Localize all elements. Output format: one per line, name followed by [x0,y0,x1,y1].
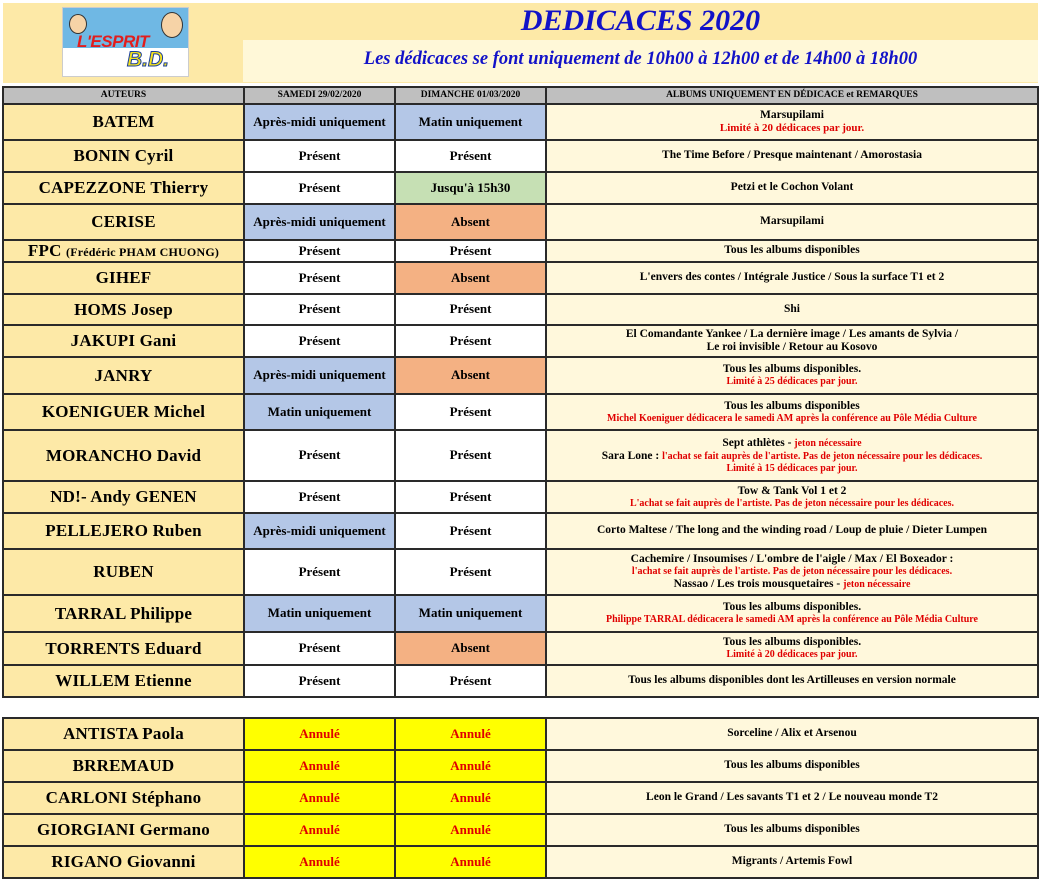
table-row [3,846,1038,878]
remark-text-line2: Sara Lone : [601,449,663,462]
remark-cell [546,549,1038,595]
remark-text: Sorceline / Alix et Arsenou [546,718,1038,750]
remark-cell [546,357,1038,394]
remark-text: El Comandante Yankee / La dernière image / Les amants de Sylvia / [625,327,959,340]
remark-text: Tous les albums disponibles [546,240,1038,262]
logo-character-left [69,14,87,34]
col-header-authors: AUTEURS [3,87,244,104]
table-row [3,262,1038,294]
page-subtitle: Les dédicaces se font uniquement de 10h00 à 12h00 et de 14h00 à 18h00 [363,49,918,69]
author-name: RIGANO Giovanni [3,846,244,878]
remark-note: Limité à 25 dédicaces par jour. [726,376,858,388]
saturday-status: Présent [244,481,395,513]
author-name: BRREMAUD [3,750,244,782]
logo-character-right [161,12,183,38]
remark-note: Limité à 20 dédicaces par jour. [719,122,865,135]
logo-text-bd: B.D. [127,48,169,71]
remark-note: l'achat se fait auprès de l'artiste. Pas de jeton nécessaire pour les dédicaces. [631,566,953,578]
sunday-status: Présent [395,240,546,262]
sunday-status: Présent [395,140,546,172]
author-name: ND!- Andy GENEN [3,481,244,513]
author-name: BATEM [3,104,244,140]
sunday-status: Présent [395,513,546,549]
author-name: ANTISTA Paola [3,718,244,750]
author-fullname: (Frédéric PHAM CHUONG) [66,245,220,260]
author-name: JAKUPI Gani [3,325,244,357]
table-row [3,172,1038,204]
author-name: WILLEM Etienne [3,665,244,697]
author-name: BONIN Cyril [3,140,244,172]
remark-text: Tous les albums disponibles [546,750,1038,782]
author-name: TORRENTS Eduard [3,632,244,665]
author-name: GIHEF [3,262,244,294]
remark-note: Philippe TARRAL dédicacera le samedi AM après la conférence au Pôle Média Culture [605,614,978,626]
remark-text: Tous les albums disponibles [724,399,860,412]
remark-text: Tous les albums disponibles. [722,636,862,649]
author-name: MORANCHO David [3,430,244,481]
remark-text: Sept athlètes - [722,436,795,449]
remark-text: Cachemire / Insoumises / L'ombre de l'aigle / Max / El Boxeador : [630,553,954,566]
author-name: HOMS Josep [3,294,244,325]
table-row [3,140,1038,172]
sunday-status: Matin uniquement [395,595,546,632]
sunday-status: Absent [395,204,546,240]
remark-cell [546,430,1038,481]
saturday-status: Présent [244,140,395,172]
saturday-status: Annulé [244,782,395,814]
remark-cell [546,632,1038,665]
remark-cell [546,394,1038,430]
lesprit-bd-logo [62,7,189,77]
table-row [3,325,1038,357]
remark-cell [546,481,1038,513]
table-row [3,104,1038,140]
saturday-status: Annulé [244,846,395,878]
table-row [3,481,1038,513]
table-row [3,294,1038,325]
remark-note: Limité à 15 dédicaces par jour. [726,462,858,474]
sunday-status: Absent [395,632,546,665]
saturday-status: Après-midi uniquement [244,513,395,549]
table-row [3,513,1038,549]
table-header-row [3,87,1038,104]
remark-text: Tous les albums disponibles dont les Artilleuses en version normale [546,665,1038,697]
sunday-status: Absent [395,262,546,294]
sunday-status: Présent [395,665,546,697]
saturday-status: Présent [244,430,395,481]
remark-text: Tous les albums disponibles. [722,363,862,376]
saturday-status: Après-midi uniquement [244,104,395,140]
author-name: JANRY [3,357,244,394]
remark-text-line2: Nassao / Les trois mousquetaires - [673,577,844,590]
remark-text: Corto Maltese / The long and the winding road / Loup de pluie / Dieter Lumpen [546,513,1038,549]
table-row [3,750,1038,782]
remark-text: Tous les albums disponibles. [722,601,862,614]
remark-text: Leon le Grand / Les savants T1 et 2 / Le nouveau monde T2 [546,782,1038,814]
sunday-status: Annulé [395,846,546,878]
sunday-status: Présent [395,549,546,595]
saturday-status: Présent [244,294,395,325]
author-name: GIORGIANI Germano [3,814,244,846]
remark-cell [546,104,1038,140]
remark-note: Michel Koeniguer dédicacera le samedi AM après la conférence au Pôle Média Culture [607,412,977,424]
saturday-status: Matin uniquement [244,394,395,430]
author-name: CARLONI Stéphano [3,782,244,814]
saturday-status: Présent [244,549,395,595]
table-row [3,394,1038,430]
sunday-status: Présent [395,481,546,513]
author-name: PELLEJERO Ruben [3,513,244,549]
table-row [3,782,1038,814]
author-name [3,240,244,262]
cancelled-table [2,717,1039,879]
sunday-status: Annulé [395,782,546,814]
table-row [3,240,1038,262]
author-short: FPC [27,241,62,261]
saturday-status: Présent [244,632,395,665]
remark-text: Petzi et le Cochon Volant [546,172,1038,204]
remark-text: Migrants / Artemis Fowl [546,846,1038,878]
sunday-status: Absent [395,357,546,394]
author-name: CERISE [3,204,244,240]
col-header-sunday: DIMANCHE 01/03/2020 [395,87,546,104]
table-row [3,595,1038,632]
author-name: KOENIGUER Michel [3,394,244,430]
remark-text: Marsupilami [760,109,824,122]
col-header-remarks: ALBUMS UNIQUEMENT EN DÉDICACE et REMARQUES [546,87,1038,104]
sunday-status: Matin uniquement [395,104,546,140]
table-row [3,718,1038,750]
table-row [3,665,1038,697]
remark-note: Limité à 20 dédicaces par jour. [726,649,858,661]
author-name: TARRAL Philippe [3,595,244,632]
remark-text-line2: Le roi invisible / Retour au Kosovo [706,341,878,353]
table-row [3,632,1038,665]
remark-token: jeton nécessaire [843,578,911,590]
saturday-status: Présent [244,665,395,697]
remark-cell [546,325,1038,357]
table-row [3,430,1038,481]
remark-cell [546,595,1038,632]
sunday-status: Présent [395,430,546,481]
saturday-status: Présent [244,240,395,262]
saturday-status: Après-midi uniquement [244,357,395,394]
remark-text: Marsupilami [546,204,1038,240]
saturday-status: Présent [244,325,395,357]
sunday-status: Annulé [395,814,546,846]
saturday-status: Matin uniquement [244,595,395,632]
sunday-status: Présent [395,394,546,430]
table-row [3,357,1038,394]
sunday-status: Jusqu'à 15h30 [395,172,546,204]
remark-text: L'envers des contes / Intégrale Justice / Sous la surface T1 et 2 [546,262,1038,294]
table-row [3,814,1038,846]
sunday-status: Annulé [395,750,546,782]
remark-purchase-note: l'achat se fait auprès de l'artiste. Pas de jeton nécessaire pour les dédicaces. [662,450,983,462]
remark-text: Tow & Tank Vol 1 et 2 [737,484,847,497]
table-row [3,204,1038,240]
saturday-status: Présent [244,172,395,204]
logo-text: L'ESPRIT [77,32,149,51]
saturday-status: Annulé [244,750,395,782]
remark-token: jeton nécessaire [794,437,862,449]
col-header-saturday: SAMEDI 29/02/2020 [244,87,395,104]
saturday-status: Après-midi uniquement [244,204,395,240]
sunday-status: Présent [395,325,546,357]
page-title: DEDICACES 2020 [520,4,761,37]
remark-text: Tous les albums disponibles [546,814,1038,846]
saturday-status: Présent [244,262,395,294]
sunday-status: Présent [395,294,546,325]
remark-text: The Time Before / Presque maintenant / Amorostasia [546,140,1038,172]
saturday-status: Annulé [244,814,395,846]
author-name: RUBEN [3,549,244,595]
sunday-status: Annulé [395,718,546,750]
remark-note: L'achat se fait auprès de l'artiste. Pas de jeton nécessaire pour les dédicaces. [629,497,955,509]
table-row [3,549,1038,595]
author-name: CAPEZZONE Thierry [3,172,244,204]
schedule-table [2,86,1039,698]
remark-text: Shi [546,294,1038,325]
saturday-status: Annulé [244,718,395,750]
